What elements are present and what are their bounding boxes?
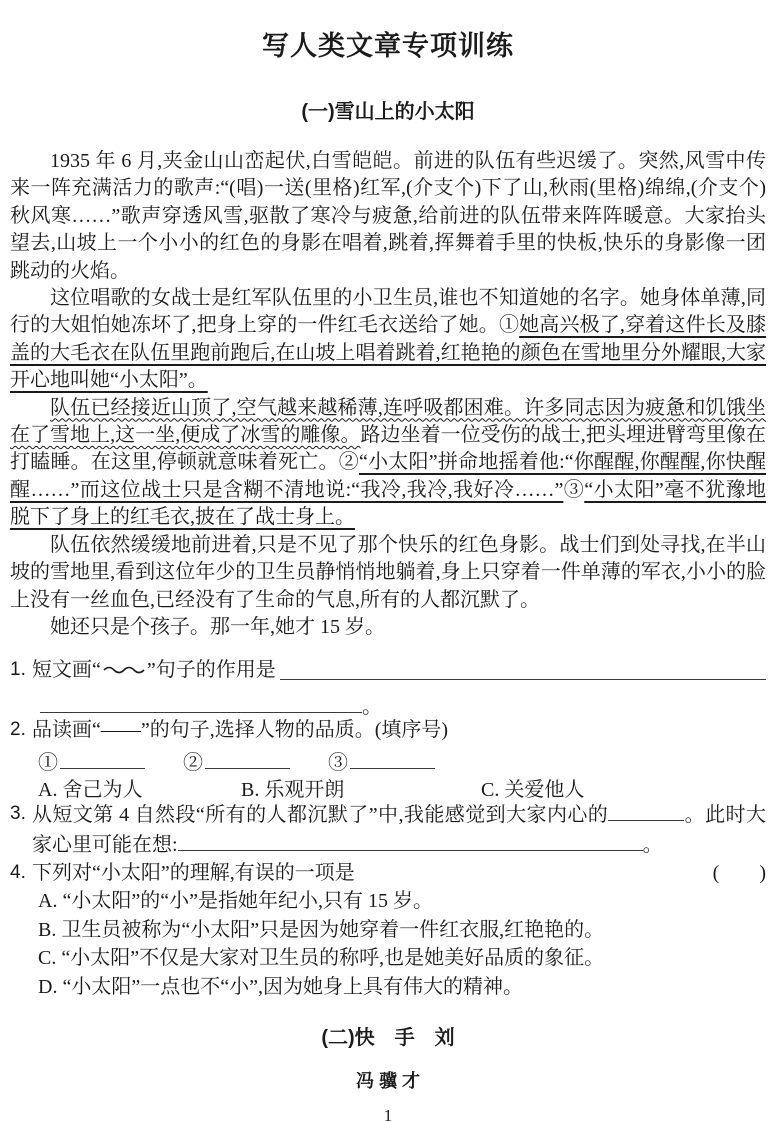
underlined-sentence-3: “小太阳”毫不犹豫地脱下了身上的红毛衣,披在了战士身上。 bbox=[10, 478, 767, 529]
question-2-options bbox=[38, 773, 766, 800]
question-2 bbox=[10, 716, 766, 800]
answer-bracket: ( ) bbox=[712, 862, 766, 885]
question-2-answer-blanks bbox=[38, 746, 766, 773]
section-2-heading: (二)快 手 刘 bbox=[321, 1027, 455, 1050]
question-1-number: 1. bbox=[10, 659, 26, 681]
paragraph-2-text: 这位唱歌的女战士是红军队伍里的小卫生员,谁也不知道她的名字。她身体单薄,同行的大姐怕她冻坏了,把身上穿的一件红毛衣送给了她。 bbox=[10, 287, 766, 337]
question-1-text-suffix: ”句子的作用是 bbox=[146, 659, 276, 682]
blank-item-1 bbox=[38, 746, 183, 775]
question-1-period: 。 bbox=[362, 696, 382, 719]
answer-blank bbox=[60, 748, 145, 769]
question-3-text-part2: 。此时大家心里可能在想: bbox=[32, 804, 766, 856]
circled-number-1: ① bbox=[38, 752, 58, 775]
option-c: C. “小太阳”不仅是大家对卫生员的称呼,也是她美好品质的象征。 bbox=[38, 947, 605, 970]
questions-list bbox=[10, 656, 766, 1001]
answer-blank bbox=[280, 656, 766, 680]
question-1-text-prefix: 短文画“ bbox=[32, 659, 101, 682]
wavy-line-symbol bbox=[103, 664, 145, 674]
underlined-sentence-2: “小太阳”拼命地摇着他:“你醒醒,你醒醒,你快醒醒……”而这位战士只是含糊不清地说:“我冷,我冷,我好冷……” bbox=[10, 451, 767, 501]
question-1 bbox=[10, 656, 766, 719]
question-2-text: 品读画“——”的句子,选择人物的品质。(填序号) bbox=[32, 719, 449, 742]
question-4 bbox=[10, 859, 766, 1001]
underlined-sentence-1: 她高兴极了,穿着这件长及膝盖的大毛衣在队伍里跑前跑后,在山坡上唱着跳着,红艳艳的颜色在雪地里分外耀眼,大家开心地叫她“小太阳”。 bbox=[10, 314, 767, 392]
question-3 bbox=[10, 800, 766, 859]
section-1-heading: (一)雪山上的小太阳 bbox=[301, 101, 475, 123]
passage-paragraph-4: 队伍依然缓缓地前进着,只是不见了那个快乐的红色身影。战士们到处寻找,在半山坡的雪地里,看到这位年少的卫生员静悄悄地躺着,身上只穿着一件单薄的军衣,小小的脸上没有一丝血色,已经没有了生命的气息,所有的人都沉默了。 bbox=[10, 533, 766, 611]
blank-item-3 bbox=[328, 746, 473, 775]
passage-paragraph-3 bbox=[10, 395, 766, 532]
passage-paragraph-2 bbox=[10, 285, 766, 395]
option-a: A. “小太阳”的“小”是指她年纪小,只有 15 岁。 bbox=[38, 890, 433, 913]
blank-item-2 bbox=[183, 746, 328, 775]
answer-blank bbox=[178, 830, 643, 851]
wavy-underlined-sentence: 队伍已经接近山顶了,空气越来越稀薄,连呼吸都困难。许多同志因为疲惫和饥饿坐在了雪地上,这一坐,便成了冰雪的雕像。 bbox=[10, 396, 766, 447]
reading-passage bbox=[10, 148, 766, 641]
sentence-marker-3: ③ bbox=[563, 478, 585, 501]
passage-paragraph-5: 她还只是个孩子。那一年,她才 15 岁。 bbox=[50, 615, 385, 638]
paragraph-3-text: 路边坐着一位受伤的战士,把头埋进臂弯里像在打瞌睡。在这里,停顿就意味着死亡。 bbox=[10, 424, 767, 474]
question-1-text bbox=[32, 656, 276, 684]
option-b: B. 乐观开朗 bbox=[241, 779, 345, 802]
sentence-marker-2: ② bbox=[338, 451, 359, 474]
circled-number-3: ③ bbox=[328, 752, 348, 775]
question-3-number: 3. bbox=[10, 803, 26, 825]
question-4-number: 4. bbox=[10, 862, 26, 884]
option-a: A. 舍己为人 bbox=[38, 779, 143, 802]
answer-blank bbox=[350, 748, 435, 769]
option-d: D. “小太阳”一点也不“小”,因为她身上具有伟大的精神。 bbox=[38, 975, 523, 998]
page-number: 1 bbox=[383, 1106, 393, 1122]
circled-number-2: ② bbox=[183, 752, 203, 775]
page-title: 写人类文章专项训练 bbox=[262, 31, 514, 61]
answer-blank bbox=[608, 800, 684, 821]
question-2-number: 2. bbox=[10, 719, 26, 741]
answer-blank bbox=[40, 692, 362, 713]
question-3-period: 。 bbox=[642, 833, 663, 856]
sentence-marker-1: ① bbox=[498, 314, 520, 337]
passage-paragraph-1: 1935 年 6 月,夹金山山峦起伏,白雪皑皑。前进的队伍有些迟缓了。突然,风雪中传来一阵充满活力的歌声:“(唱)一送(里格)红军,(介支个)下了山,秋雨(里格)绵绵,(介支个)秋风寒……”歌声穿透风雪,驱散了寒冷与疲惫,给前进的队伍带来阵阵暖意。大家抬头望去,山坡上一个小小的红色的身影在唱着,跳着,挥舞着手里的快板,快乐的身影像一团跳动的火焰。 bbox=[10, 150, 766, 282]
question-4-text: 下列对“小太阳”的理解,有误的一项是 bbox=[32, 862, 355, 885]
option-b: B. 卫生员被称为“小太阳”只是因为她穿着一件红衣服,红艳艳的。 bbox=[38, 918, 605, 941]
author-name: 冯 骥 才 bbox=[355, 1071, 420, 1092]
answer-blank bbox=[205, 748, 290, 769]
option-c: C. 关爱他人 bbox=[481, 779, 585, 802]
question-3-text-part1: 从短文第 4 自然段“所有的人都沉默了”中,我能感觉到大家内心的 bbox=[32, 804, 609, 827]
